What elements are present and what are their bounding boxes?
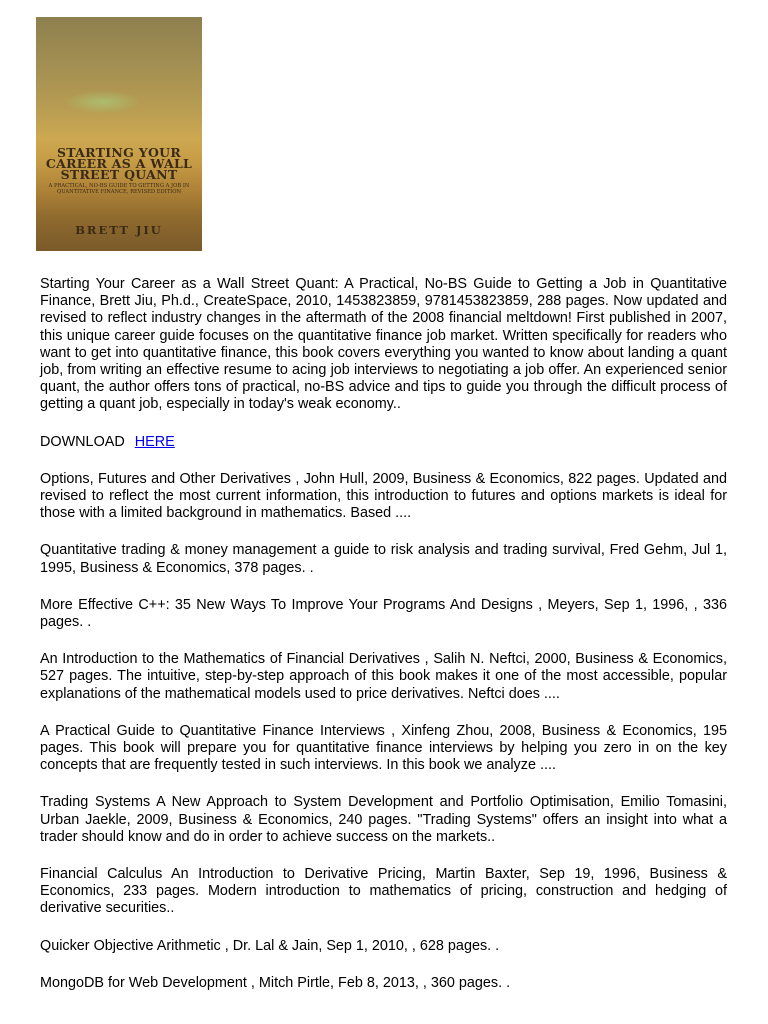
book-entry: Quicker Objective Arithmetic , Dr. Lal & Jain, Sep 1, 2010, , 628 pages. . xyxy=(40,937,500,954)
book-entry: Options, Futures and Other Derivatives , John Hull, 2009, Business & Economics, 822 pages. Updated and revised to reflect the most current information, this introduction to futures and options markets is ideal for those with a limited background in mathematics. Based .... xyxy=(40,470,727,522)
book-entry: An Introduction to the Mathematics of Financial Derivatives , Salih N. Neftci, 2000, Business & Economics, 527 pages. The intuitive, step-by-step approach of this book makes it one of the most accessible, popular explanations of the mathematical models used to price derivatives. Neftci does .... xyxy=(40,651,727,702)
book-entry: A Practical Guide to Quantitative Finance Interviews , Xinfeng Zhou, 2008, Business & Economics, 195 pages. This book will prepare you for quantitative finance interviews by helping you zero in on the key concepts that are frequently tested in such interviews. In this book we analyze .... xyxy=(40,722,727,774)
book-entry: MongoDB for Web Development , Mitch Pirtle, Feb 8, 2013, , 360 pages. . xyxy=(40,974,511,991)
book-cover-image xyxy=(36,17,202,251)
cover-glow xyxy=(66,91,140,113)
book-entry: Trading Systems A New Approach to System Development and Portfolio Optimisation, Emilio Tomasini, Urban Jaekle, 2009, Business & Economics, 240 pages. "Trading Systems" offers an insight into what a trader should know and do in order to achieve success on the markets.. xyxy=(40,794,727,845)
download-row xyxy=(40,434,727,451)
cover-subtitle: A PRACTICAL, NO-BS GUIDE TO GETTING A JOB IN QUANTITATIVE FINANCE, REVISED EDITION xyxy=(48,183,190,195)
cover-author: BRETT JIU xyxy=(75,223,163,237)
document-body xyxy=(40,276,727,1012)
book-entry: More Effective C++: 35 New Ways To Improve Your Programs And Designs , Meyers, Sep 1, 1996, , 336 pages. . xyxy=(40,596,727,631)
cover-title: STARTING YOUR CAREER AS A WALL STREET QUANT xyxy=(45,145,193,182)
intro-paragraph: Starting Your Career as a Wall Street Quant: A Practical, No-BS Guide to Getting a Job in Quantitative Finance, Brett Jiu, Ph.d., CreateSpace, 2010, 1453823859, 9781453823859, 288 pages. Now updated and revised to reflect industry changes in the aftermath of the 2008 financial meltdown! First published in 2007, this unique career guide focuses on the quantitative finance job market. Written specifically for readers who want to get into quantitative finance, this book covers everything you wanted to know about landing a quant job, from writing an effective resume to acing job interviews to negotiating a job offer. An experienced senior quant, the author offers tons of practical, no-BS advice and tips to guide you through the difficult process of getting a quant job, especially in today's weak economy.. xyxy=(40,276,727,413)
download-here-link[interactable]: HERE xyxy=(134,433,175,450)
book-entry: Financial Calculus An Introduction to Derivative Pricing, Martin Baxter, Sep 19, 1996, Business & Economics, 233 pages. Modern introduction to mathematics of pricing, construction and hedging of derivative securities.. xyxy=(40,866,727,917)
download-label: DOWNLOAD xyxy=(40,433,125,450)
book-entry: Quantitative trading & money management a guide to risk analysis and trading survival, Fred Gehm, Jul 1, 1995, Business & Economics, 378 pages. . xyxy=(40,542,727,576)
